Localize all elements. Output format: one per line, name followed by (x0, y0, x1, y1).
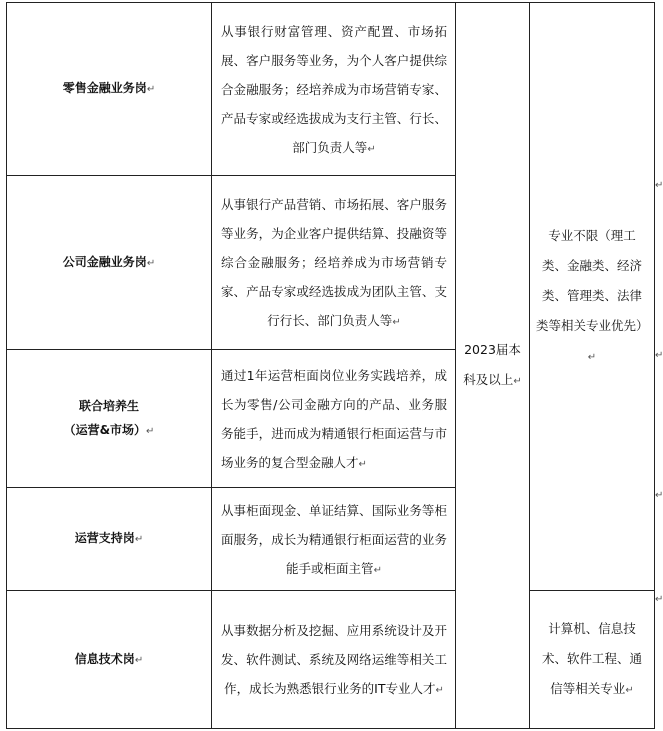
paragraph-mark: ↵ (513, 375, 522, 387)
paragraph-mark: ↵ (134, 534, 144, 545)
row-end-mark: ↵ (655, 180, 663, 191)
major-requirement-it: 计算机、信息技术、软件工程、通信等相关专业 (541, 620, 642, 696)
paragraph-mark: ↵ (587, 351, 597, 363)
position-name-cell (7, 176, 212, 350)
major-requirement-general: 专业不限（理工类、金融类、经济类、管理类、法律类等相关专业优先） (536, 227, 649, 333)
position-name: 联合培养生 (78, 398, 139, 413)
paragraph-mark: ↵ (367, 143, 376, 155)
paragraph-mark: ↵ (392, 317, 401, 328)
table-row (7, 3, 655, 176)
position-description-cell (212, 591, 456, 729)
paragraph-mark: ↵ (373, 564, 382, 576)
row-end-mark: ↵ (655, 350, 663, 361)
position-description: 从事银行财富管理、资产配置、市场拓展、客户服务等业务，为个人客户提供综合金融服务；经培养成为市场营销专家、产品专家或经选拔成为支行主管、行长、部门负责人等 (221, 23, 447, 155)
position-description: 从事银行产品营销、市场拓展、客户服务等业务，为企业客户提供结算、投融资等综合金融服务；经培养成为市场营销专家、产品专家或经选拔成为团队主管、支行行长、部门负责人等 (221, 197, 447, 328)
job-positions-table (6, 2, 655, 729)
education-requirement: 2023届本科及以上 (463, 341, 521, 387)
position-name-cell (7, 3, 212, 176)
position-description-cell (212, 3, 456, 176)
position-name-line2: （运营&市场） (63, 422, 147, 437)
position-description-cell (212, 350, 456, 488)
position-description: 从事数据分析及挖掘、应用系统设计及开发、软件测试、系统及网络运维等相关工作，成长为熟悉银行业务的IT专业人才 (221, 623, 447, 696)
paragraph-mark: ↵ (625, 684, 634, 696)
major-requirement-general-cell (530, 3, 655, 591)
row-end-mark: ↵ (655, 594, 663, 605)
paragraph-mark: ↵ (358, 458, 367, 470)
paragraph-mark: ↵ (435, 685, 444, 696)
position-name-cell (7, 350, 212, 488)
position-name-cell (7, 488, 212, 591)
paragraph-mark: ↵ (146, 425, 155, 437)
position-description: 从事柜面现金、单证结算、国际业务等柜面服务，成长为精通银行柜面运营的业务能手或柜面主管 (221, 502, 447, 576)
major-requirement-it-cell (530, 591, 655, 729)
position-name: 公司金融业务岗 (62, 254, 147, 269)
paragraph-mark: ↵ (134, 654, 144, 666)
table-row (7, 591, 655, 729)
position-name-cell (7, 591, 212, 729)
position-name: 零售金融业务岗 (62, 81, 147, 95)
position-name: 信息技术岗 (74, 651, 135, 666)
position-description: 通过1年运营柜面岗位业务实践培养，成长为零售/公司金融方向的产品、业务服务能手，进而成为精通银行柜面运营与市场业务的复合型金融人才 (221, 367, 447, 470)
paragraph-mark: ↵ (146, 84, 156, 95)
position-name: 运营支持岗 (74, 531, 135, 545)
row-end-mark: ↵ (655, 490, 663, 501)
position-description-cell (212, 488, 456, 591)
paragraph-mark: ↵ (146, 257, 156, 269)
education-requirement-cell (456, 3, 530, 729)
position-description-cell (212, 176, 456, 350)
